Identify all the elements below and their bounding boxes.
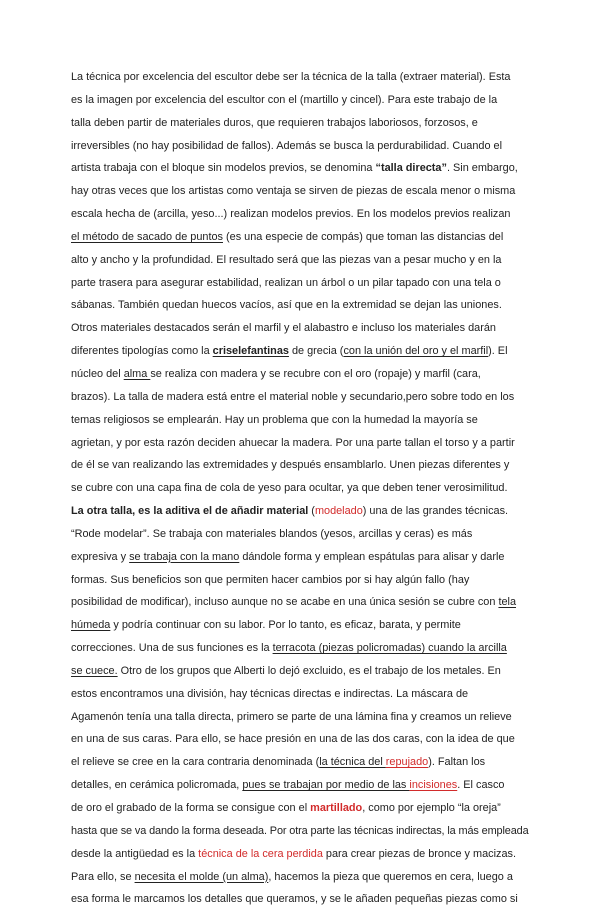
text-line <box>71 294 529 317</box>
underlined-text: se trabaja con la mano <box>129 550 240 563</box>
highlighted-term: repujado <box>385 756 429 769</box>
text-run: agrietan, y por esta razón deciden ahuecar la madera. Por una parte tallan el torso y a partir <box>71 436 515 449</box>
text-line <box>71 683 529 706</box>
text-run: para crear piezas de bronce y macizas. <box>322 847 516 860</box>
highlighted-term: incisiones <box>409 779 458 792</box>
text-run: sábanas. También quedan huecos vacíos, así que en la extremidad se dejan las uniones. <box>71 299 502 312</box>
text-run: posibilidad de modificar), incluso aunque no se acabe en una única sesión se cubre con <box>71 596 499 609</box>
text-run: detalles, en cerámica policromada, <box>71 779 243 792</box>
text-run: se cubre con una capa fina de cola de yeso para ocultar, ya que deben tener verosimilitud. <box>71 482 508 495</box>
text-line <box>71 866 529 889</box>
text-run: núcleo del <box>71 367 124 380</box>
text-run: . El casco <box>457 779 505 792</box>
text-line <box>71 135 529 158</box>
text-run: parte trasera para asegurar estabilidad, realizan un árbol o un pilar tapado con una tela o <box>71 276 501 289</box>
underlined-text: con la unión del oro y el marfil <box>343 345 489 358</box>
text-run: el relieve se cree en la cara contraria denominada ( <box>71 756 320 769</box>
text-line <box>71 317 529 340</box>
text-line <box>71 546 529 569</box>
text-run: brazos). La talla de madera está entre el material noble y secundario,pero sobre todo en los <box>71 390 515 403</box>
text-line <box>71 66 529 89</box>
text-line <box>71 180 529 203</box>
text-run: y podría continuar con su labor. Por lo tanto, es eficaz, barata, y permite <box>110 619 461 632</box>
text-line <box>71 774 529 797</box>
text-run: esa forma le marcamos los detalles que queramos, y se le añaden pequeñas piezas como si <box>71 893 518 906</box>
underlined-text: húmeda <box>71 619 111 632</box>
text-line <box>71 569 529 592</box>
underlined-text: pues se trabajan por medio de las <box>242 779 410 792</box>
text-run: , hacemos la pieza que queremos en cera, luego a <box>268 870 513 883</box>
text-line <box>71 637 529 660</box>
underlined-text: necesita el molde (un alma) <box>134 870 269 883</box>
text-line <box>71 249 529 272</box>
text-run: Otro de los grupos que Alberti lo dejó excluido, es el trabajo de los metales. En <box>117 664 501 677</box>
text-run: correcciones. Una de sus funciones es la <box>71 642 273 655</box>
text-run: La técnica por excelencia del escultor debe ser la técnica de la talla (extraer material). Esta <box>71 71 511 83</box>
text-line <box>71 340 529 363</box>
text-run: de grecia ( <box>288 345 344 358</box>
text-line <box>71 751 529 774</box>
text-line <box>71 454 529 477</box>
text-run: talla deben partir de materiales duros, que requieren trabajos laboriosos, forzosos, e <box>71 116 478 129</box>
text-run: formas. Sus beneficios son que permiten hacer cambios por si hay algún fallo (hay <box>71 573 470 586</box>
text-line <box>71 157 529 180</box>
text-line <box>71 797 529 820</box>
text-run: dándole forma y emplean espátulas para alisar y darle <box>239 550 505 563</box>
text-line <box>71 432 529 455</box>
text-line <box>71 706 529 729</box>
text-run: estos encontramos una división, hay técnicas directas e indirectas. La máscara de <box>71 687 469 700</box>
text-run: es la imagen por excelencia del escultor con el (martillo y cincel). Para este trabajo de la <box>71 93 498 106</box>
text-run: ( <box>308 505 315 518</box>
text-line <box>71 363 529 386</box>
text-line <box>71 523 529 546</box>
text-run: alto y ancho y la profundidad. El resultado será que las piezas van a pesar mucho y en la <box>71 253 502 266</box>
text-run: desde la antigüedad es la <box>71 847 199 860</box>
text-run: Otros materiales destacados serán el marfil y el alabastro e incluso los materiales darán <box>71 322 496 335</box>
text-run: de él se van realizando las extremidades y después ensamblarlo. Unen piezas diferentes y <box>71 459 510 472</box>
bold-text: “talla directa” <box>375 162 447 175</box>
paragraph <box>71 500 529 911</box>
text-line <box>71 614 529 637</box>
paragraph <box>71 317 529 500</box>
text-line <box>71 660 529 683</box>
text-run: de oro el grabado de la forma se consigue con el <box>71 802 311 814</box>
bold-text: criselefantinas <box>212 345 289 358</box>
text-run: en una de sus caras. Para ello, se hace presión en una de las dos caras, con la idea de que <box>71 733 515 746</box>
underlined-text: la técnica del <box>319 756 386 769</box>
text-line <box>71 203 529 226</box>
text-run: diferentes tipologías como la <box>71 345 213 358</box>
text-line <box>71 386 529 409</box>
text-run: hay otras veces que los artistas como ventaja se sirven de piezas de escala menor o misma <box>71 185 516 198</box>
text-line <box>71 409 529 432</box>
text-run: ). Faltan los <box>428 756 486 769</box>
text-line <box>71 591 529 614</box>
text-run: se realiza con madera y se recubre con el oro (ropaje) y marfil (cara, <box>150 367 481 380</box>
text-run: hasta que se va dando la forma deseada. Por otra parte las técnicas indirectas, la más empleada <box>71 824 529 837</box>
underlined-text: el método de sacado de puntos <box>71 230 223 243</box>
text-line <box>71 112 529 135</box>
text-run: , como por ejemplo “la oreja” <box>362 802 501 814</box>
text-run: artista trabaja con el bloque sin modelos previos, se denomina <box>71 162 376 175</box>
highlighted-term: técnica de la cera perdida <box>198 847 323 860</box>
bold-text: La otra talla, es la aditiva el de añadir material <box>71 505 309 518</box>
text-run: “Rode modelar”. Se trabaja con materiales blandos (yesos, arcillas y ceras) es más <box>71 527 473 540</box>
text-line <box>71 888 529 911</box>
text-run: Agamenón tenía una talla directa, primero se parte de una lámina fina y creamos un relieve <box>71 710 512 723</box>
text-line <box>71 89 529 112</box>
text-run: ). El <box>488 345 508 358</box>
text-line <box>71 500 529 523</box>
highlighted-term: modelado <box>314 505 363 518</box>
document-page <box>71 66 529 911</box>
text-run: . Sin embargo, <box>446 162 518 175</box>
text-line <box>71 477 529 500</box>
underlined-text: alma <box>123 367 151 380</box>
text-line <box>71 226 529 249</box>
text-run: expresiva y <box>71 550 130 563</box>
text-run: irreversibles (no hay posibilidad de fallos). Además se busca la perdurabilidad. Cuando el <box>71 139 503 152</box>
text-line <box>71 272 529 295</box>
paragraph <box>71 66 529 317</box>
highlighted-term: martillado <box>310 802 363 814</box>
text-run: Para ello, se <box>71 870 135 883</box>
text-run: escala hecha de (arcilla, yeso...) realizan modelos previos. En los modelos previos realizan <box>71 208 511 221</box>
underlined-text: terracota (piezas policromadas) cuando la arcilla <box>272 642 507 655</box>
text-run: (es una especie de compás) que toman las distancias del <box>222 230 504 243</box>
underlined-text: tela <box>498 596 516 609</box>
text-line <box>71 843 529 866</box>
text-line <box>71 728 529 751</box>
text-run: temas religiosos se emplearán. Hay un problema que con la humedad la mayoría se <box>71 413 478 426</box>
text-run: ) una de las grandes técnicas. <box>362 505 509 518</box>
underlined-text: se cuece. <box>71 664 118 677</box>
text-line <box>71 820 529 843</box>
